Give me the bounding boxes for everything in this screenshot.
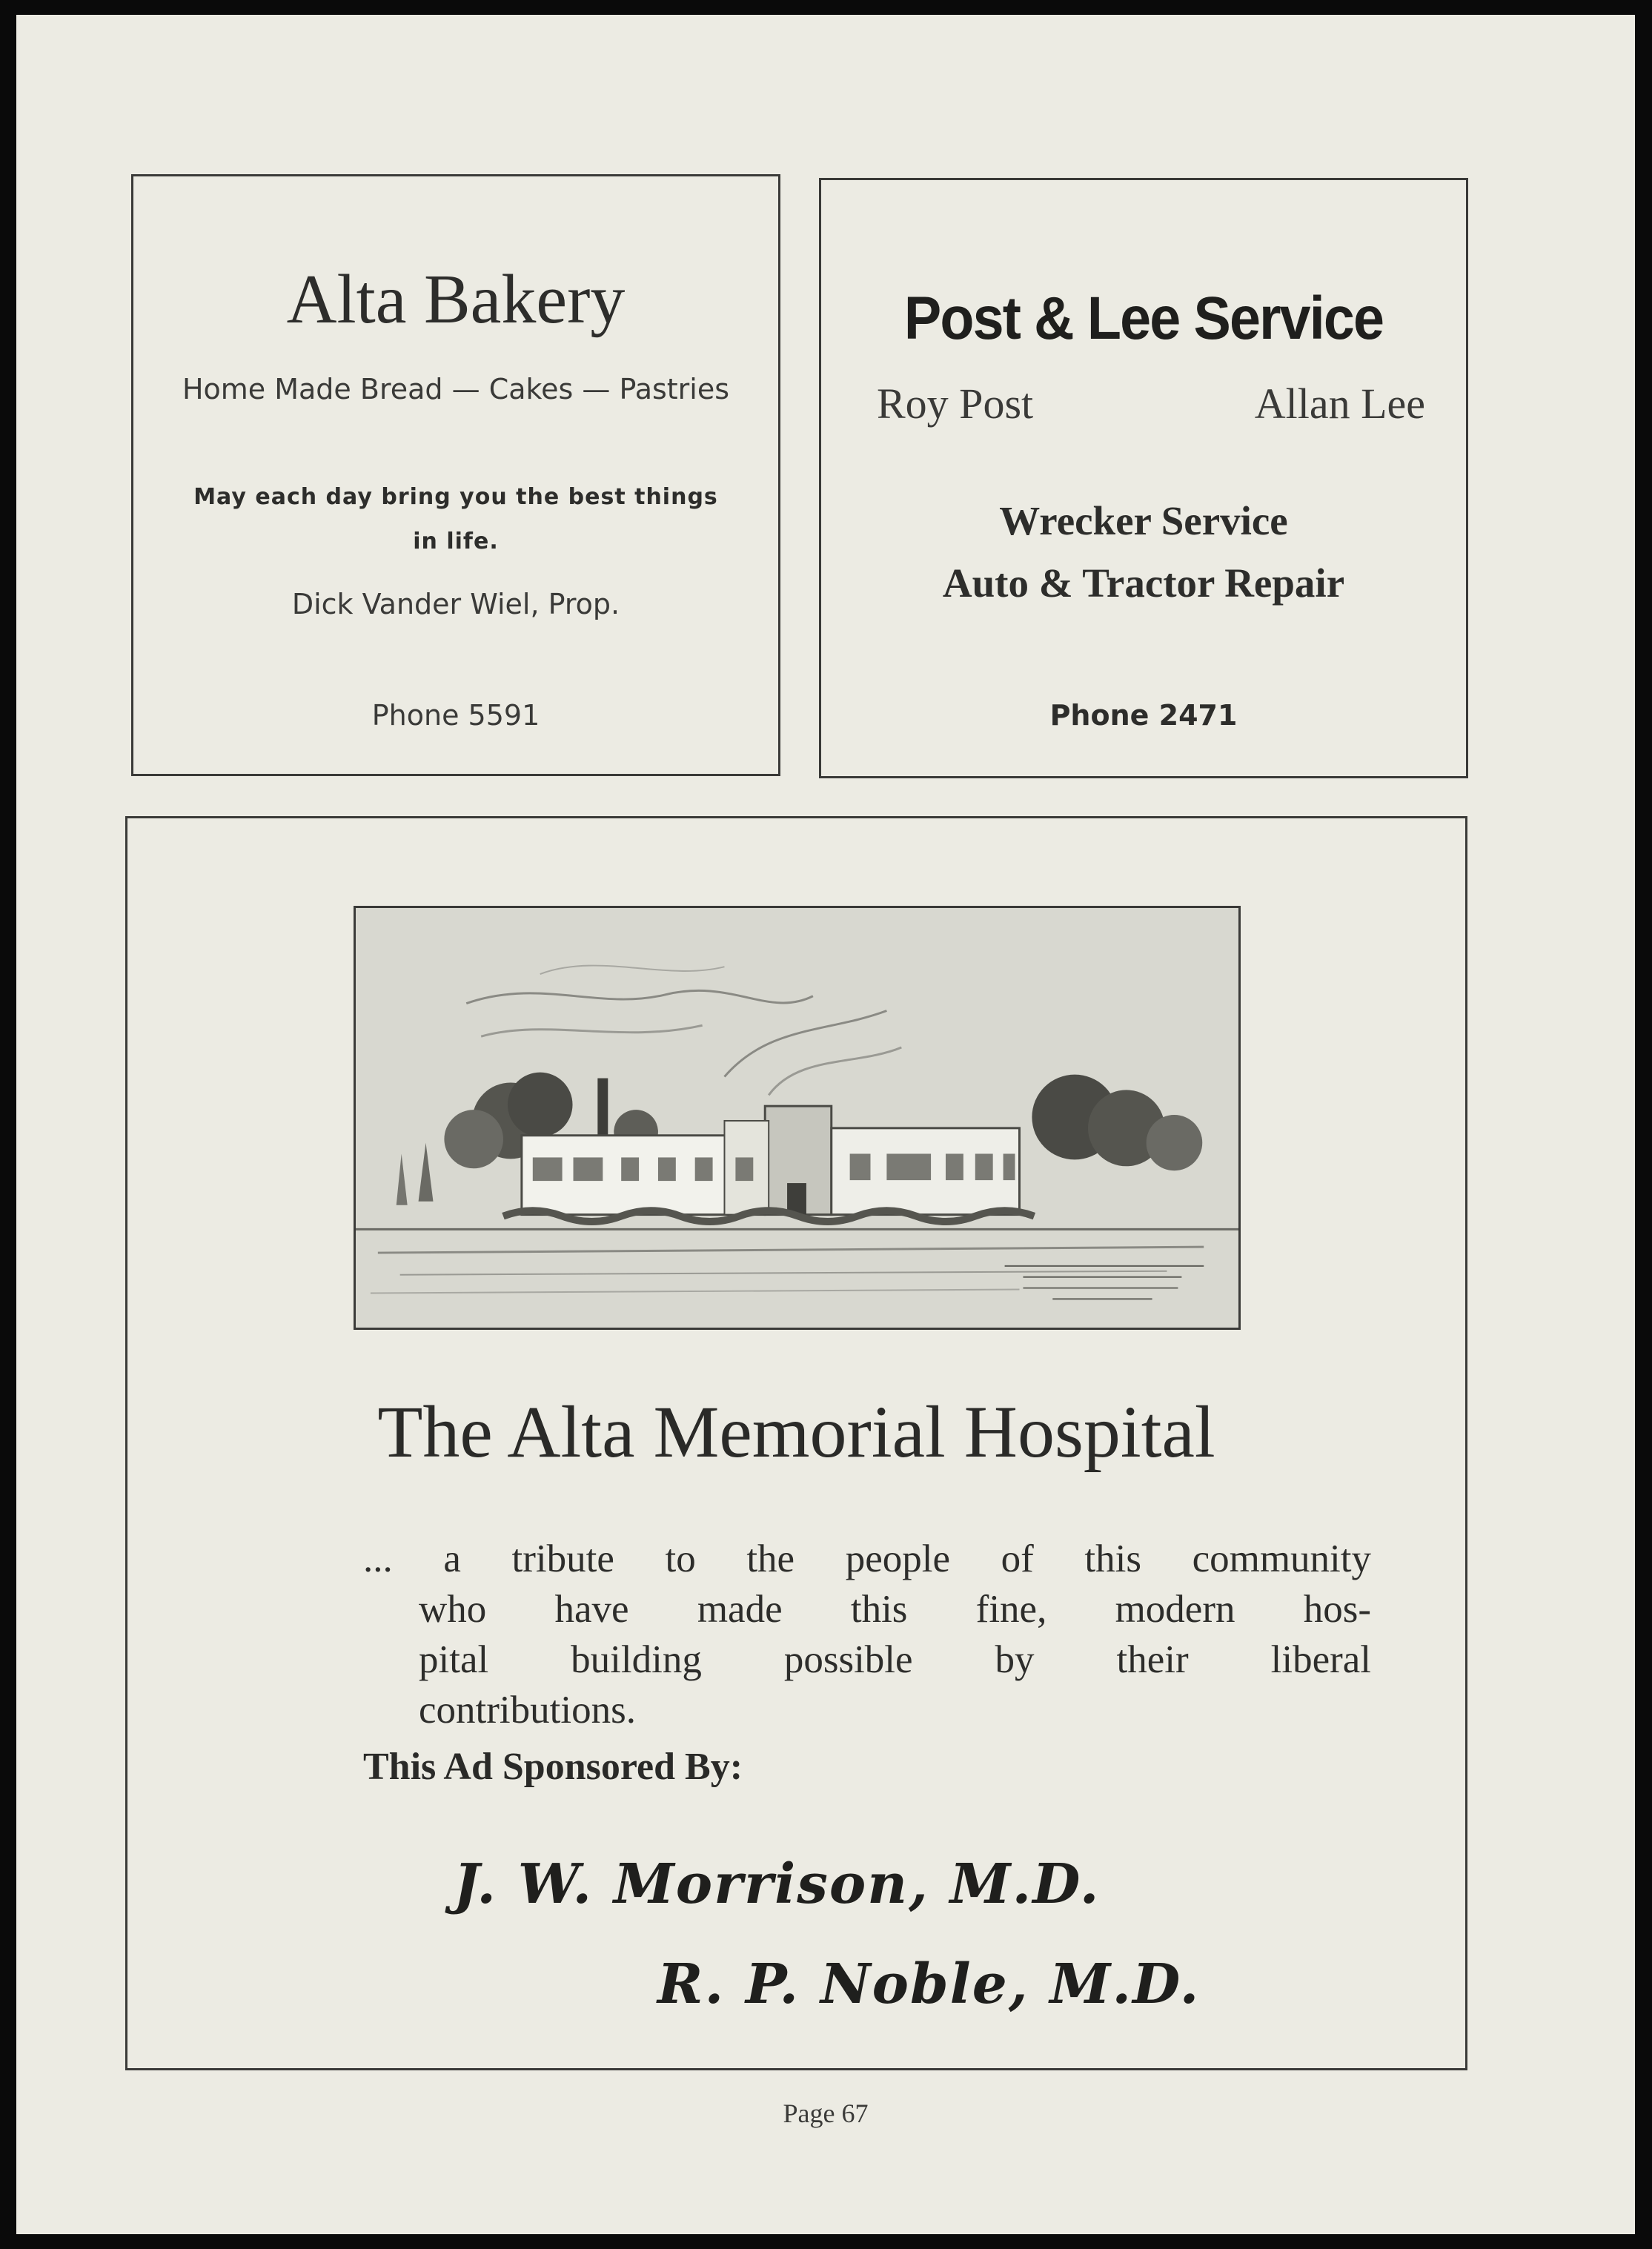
page-number: Page 67 (783, 2099, 869, 2128)
service-auto-tractor: Auto & Tractor Repair (942, 560, 1345, 606)
post-lee-service-ad (819, 178, 1468, 778)
post-lee-title: Post & Lee Service (903, 285, 1384, 352)
alta-bakery-ad (131, 174, 780, 776)
owner-allan-lee: Allan Lee (1254, 380, 1425, 428)
hospital-building-illustration (354, 906, 1241, 1330)
bakery-wish-line1: May each day bring you the best things (193, 484, 718, 510)
bakery-phone: Phone 5591 (371, 699, 540, 732)
bakery-products: Home Made Bread — Cakes — Pastries (182, 373, 730, 405)
hospital-sketch-svg (356, 908, 1238, 1328)
service-wrecker: Wrecker Service (999, 498, 1288, 543)
owner-roy-post: Roy Post (877, 380, 1034, 428)
tribute-line-3: pital building possible by their liberal (419, 1638, 1371, 1681)
bakery-proprietor: Dick Vander Wiel, Prop. (291, 588, 620, 620)
alta-memorial-hospital-ad (125, 816, 1467, 2070)
yearbook-page (16, 15, 1635, 2234)
post-lee-phone: Phone 2471 (1049, 699, 1238, 732)
bakery-title: Alta Bakery (286, 261, 626, 338)
bakery-wish-line2: in life. (413, 529, 499, 554)
tribute-line-1: ... a tribute to the people of this community (363, 1537, 1371, 1580)
tribute-line-4: contributions. (419, 1689, 636, 1732)
sponsor-morrison: J. W. Morrison, M.D. (454, 1852, 1101, 1916)
sponsor-label: This Ad Sponsored By: (363, 1746, 743, 1788)
tribute-line-2: who have made this fine, modern hos- (419, 1588, 1371, 1631)
sponsor-noble: R. P. Noble, M.D. (657, 1952, 1201, 2016)
hospital-title: The Alta Memorial Hospital (377, 1391, 1215, 1473)
